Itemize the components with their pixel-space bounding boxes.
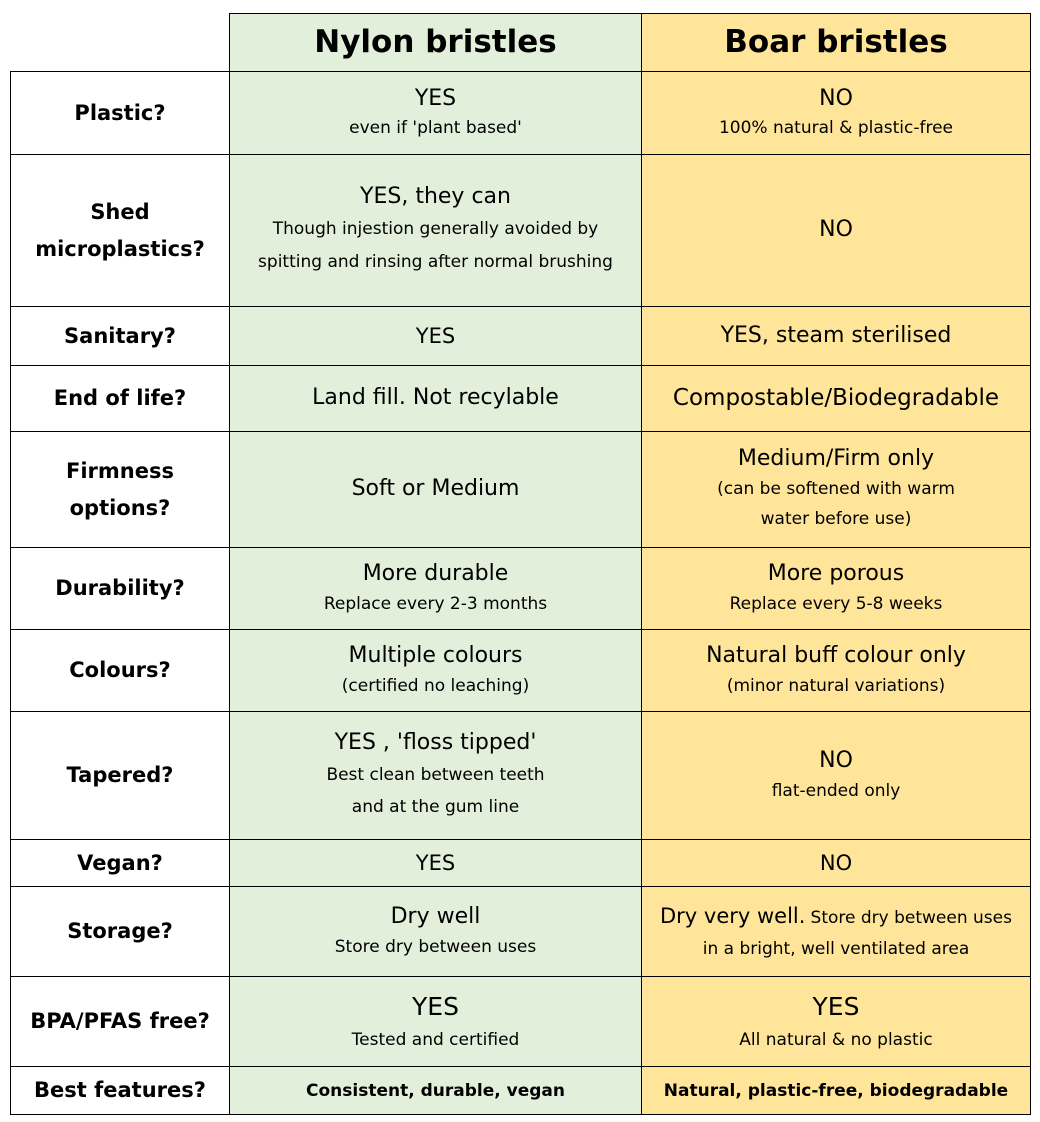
nylon-cell [230, 432, 642, 548]
boar-sub: All natural & no plastic [739, 1029, 933, 1050]
nylon-sub: Though injestion generally avoided by spitting and rinsing after normal brushing [258, 218, 613, 272]
nylon-main: Land fill. Not recylable [312, 385, 559, 411]
nylon-cell [230, 1067, 642, 1115]
row-label: Durability? [11, 548, 230, 630]
row-vegan [11, 840, 1031, 887]
nylon-main: Soft or Medium [351, 476, 520, 502]
boar-main: More porous [767, 561, 905, 587]
boar-sub: flat-ended only [771, 780, 901, 801]
header-row [11, 14, 1031, 72]
boar-cell [642, 630, 1031, 712]
nylon-cell [230, 712, 642, 840]
boar-main: Medium/Firm only [737, 446, 935, 472]
boar-cell [642, 712, 1031, 840]
row-best-features [11, 1067, 1031, 1115]
row-label: End of life? [11, 366, 230, 432]
row-label: Firmness options? [11, 432, 230, 548]
boar-sub: Replace every 5-8 weeks [729, 593, 943, 614]
boar-main: Compostable/Biodegradable [672, 385, 1000, 412]
boar-cell [642, 307, 1031, 366]
nylon-main: YES [412, 992, 459, 1022]
boar-cell [642, 977, 1031, 1067]
row-sanitary [11, 307, 1031, 366]
nylon-sub: Tested and certified [351, 1029, 520, 1050]
row-colours [11, 630, 1031, 712]
nylon-cell [230, 840, 642, 887]
row-shed-microplastics [11, 155, 1031, 307]
boar-main: Natural, plastic-free, biodegradable [663, 1080, 1009, 1101]
nylon-main: YES [415, 324, 456, 348]
boar-sub: Store dry between uses in a bright, well ventilated area [702, 908, 1012, 959]
nylon-main: YES [415, 851, 456, 875]
boar-cell [642, 432, 1031, 548]
boar-main: NO [819, 217, 853, 243]
boar-main: YES [812, 992, 860, 1022]
boar-main: Natural buff colour only [706, 643, 966, 669]
boar-sub: (minor natural variations) [726, 675, 946, 696]
boar-cell [642, 366, 1031, 432]
boar-sub: (can be softened with warm water before use) [717, 479, 955, 529]
boar-cell [642, 840, 1031, 887]
row-tapered [11, 712, 1031, 840]
boar-cell [642, 1067, 1031, 1115]
corner-cell [11, 14, 230, 72]
boar-main: NO [819, 85, 853, 111]
nylon-main: Dry well [390, 904, 481, 930]
row-durability [11, 548, 1031, 630]
nylon-cell [230, 977, 642, 1067]
boar-main: Dry very well. [660, 904, 806, 929]
nylon-sub: (certified no leaching) [341, 675, 530, 696]
nylon-cell [230, 155, 642, 307]
boar-main: NO [819, 851, 853, 875]
nylon-cell [230, 887, 642, 977]
row-bpa-pfas [11, 977, 1031, 1067]
nylon-main: Consistent, durable, vegan [306, 1080, 565, 1101]
nylon-sub: Replace every 2-3 months [323, 593, 548, 614]
row-plastic [11, 72, 1031, 155]
boar-main: YES, steam sterilised [720, 322, 952, 348]
boar-main: NO [819, 748, 853, 774]
nylon-sub: even if 'plant based' [349, 118, 522, 139]
header-nylon: Nylon bristles [230, 14, 642, 72]
nylon-main: YES [414, 85, 457, 111]
nylon-cell [230, 307, 642, 366]
row-label: Storage? [11, 887, 230, 977]
row-label: Shed microplastics? [11, 155, 230, 307]
row-label: Colours? [11, 630, 230, 712]
nylon-cell [230, 630, 642, 712]
row-label: Vegan? [11, 840, 230, 887]
header-boar: Boar bristles [642, 14, 1031, 72]
nylon-main: More durable [362, 561, 509, 587]
boar-cell [642, 548, 1031, 630]
nylon-cell [230, 548, 642, 630]
nylon-main: Multiple colours [348, 643, 523, 669]
nylon-main: YES, they can [360, 183, 511, 209]
row-end-of-life [11, 366, 1031, 432]
boar-cell [642, 887, 1031, 977]
boar-sub: 100% natural & plastic-free [718, 118, 953, 139]
nylon-cell [230, 72, 642, 155]
row-label: Plastic? [11, 72, 230, 155]
row-label: Sanitary? [11, 307, 230, 366]
row-storage [11, 887, 1031, 977]
row-label: Tapered? [11, 712, 230, 840]
boar-cell [642, 72, 1031, 155]
nylon-sub: Store dry between uses [334, 936, 537, 957]
row-label: Best features? [11, 1067, 230, 1115]
row-firmness [11, 432, 1031, 548]
boar-cell [642, 155, 1031, 307]
nylon-main: YES , 'floss tipped' [334, 729, 537, 755]
nylon-cell [230, 366, 642, 432]
comparison-table [10, 13, 1031, 1115]
row-label: BPA/PFAS free? [11, 977, 230, 1067]
nylon-sub: Best clean between teeth and at the gum line [326, 764, 545, 817]
